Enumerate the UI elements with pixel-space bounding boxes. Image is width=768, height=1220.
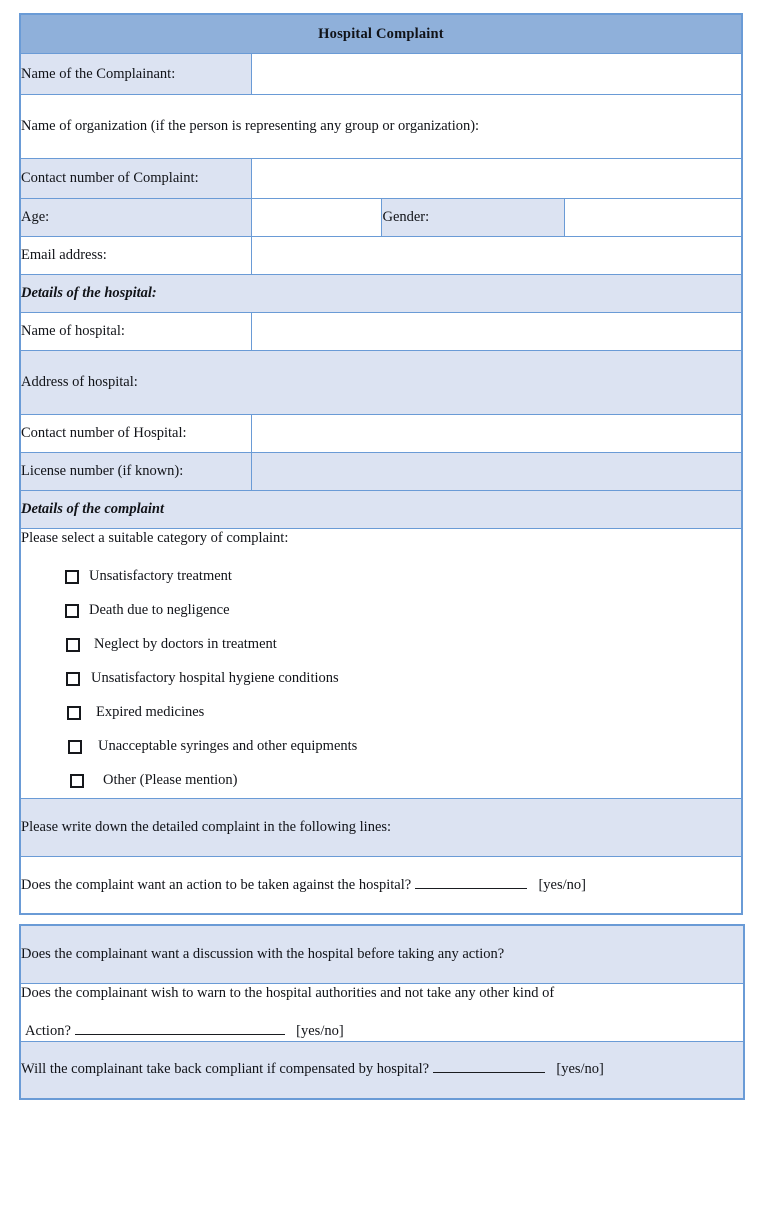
input-complainant-contact[interactable] (252, 159, 742, 199)
checkbox-icon[interactable] (65, 604, 79, 618)
label-hospital-contact: Contact number of Hospital: (20, 415, 252, 453)
label-hospital-address[interactable]: Address of hospital: (20, 351, 742, 415)
warn-yesno-hint: [yes/no] (296, 1022, 344, 1039)
page-title: Hospital Complaint (20, 14, 742, 54)
category-option-label: Unsatisfactory treatment (89, 568, 232, 585)
checkbox-icon[interactable] (65, 570, 79, 584)
row-organization-name (20, 95, 742, 159)
warn-question-line1: Does the complainant wish to warn to the hospital authorities and not take any other kind of (21, 984, 555, 1001)
checkbox-icon[interactable] (68, 740, 82, 754)
category-option[interactable] (21, 628, 741, 662)
category-option[interactable] (21, 730, 741, 764)
warn-question-cell (20, 983, 744, 1041)
input-gender[interactable] (564, 199, 742, 237)
label-hospital-name: Name of hospital: (20, 313, 252, 351)
action-question-row (20, 856, 742, 914)
category-option[interactable] (21, 696, 741, 730)
input-hospital-contact[interactable] (252, 415, 742, 453)
action-question-label: Does the complaint want an action to be taken against the hospital? (21, 876, 412, 893)
section-heading-hospital: Details of the hospital: (20, 275, 742, 313)
form-title-row (20, 14, 742, 54)
warn-question-line2-wrap (21, 1022, 743, 1041)
label-gender: Gender: (382, 199, 564, 237)
discussion-question-cell[interactable] (20, 925, 744, 983)
warn-question-line2: Action? (25, 1022, 71, 1039)
label-email: Email address: (20, 237, 252, 275)
row-complaint-section-heading (20, 491, 742, 529)
discussion-question-label: Does the complainant want a discussion with the hospital before taking any action? (21, 946, 505, 963)
row-age-gender (20, 199, 742, 237)
followup-form-table (19, 924, 745, 1100)
category-option-label: Unsatisfactory hospital hygiene conditions (91, 670, 339, 687)
category-option[interactable] (21, 560, 741, 594)
label-hospital-license: License number (if known): (20, 453, 252, 491)
row-action-question (20, 856, 742, 914)
input-hospital-license[interactable] (252, 453, 742, 491)
action-answer-input[interactable] (415, 888, 527, 889)
category-prompt: Please select a suitable category of complaint: (21, 530, 289, 546)
row-hospital-license (20, 453, 742, 491)
category-option-label: Expired medicines (96, 704, 205, 721)
detailed-complaint-prompt: Please write down the detailed complaint in the following lines: (21, 818, 392, 835)
input-hospital-name[interactable] (252, 313, 742, 351)
compensation-question-cell (20, 1041, 744, 1099)
category-option-label: Other (Please mention) (103, 772, 238, 789)
category-option-label: Neglect by doctors in treatment (94, 636, 277, 653)
warn-answer-input[interactable] (75, 1034, 285, 1035)
label-complainant-name: Name of the Complainant: (20, 54, 252, 95)
row-email (20, 237, 742, 275)
row-complaint-categories (20, 529, 742, 799)
row-hospital-address (20, 351, 742, 415)
compensation-answer-input[interactable] (433, 1072, 545, 1073)
checkbox-icon[interactable] (67, 706, 81, 720)
category-option[interactable] (21, 662, 741, 696)
category-option-label: Death due to negligence (89, 602, 230, 619)
category-checkbox-list (21, 560, 741, 798)
main-form-table (19, 13, 743, 915)
row-hospital-name (20, 313, 742, 351)
category-option[interactable] (21, 594, 741, 628)
label-organization-name[interactable]: Name of organization (if the person is representing any group or organization): (20, 95, 742, 159)
row-compensation-question (20, 1041, 744, 1099)
category-option-label: Unacceptable syringes and other equipments (98, 738, 358, 755)
row-hospital-section-heading (20, 275, 742, 313)
checkbox-icon[interactable] (66, 638, 80, 652)
table-block-separator (19, 915, 752, 924)
label-age: Age: (20, 199, 252, 237)
compensation-yesno-hint: [yes/no] (556, 1061, 604, 1078)
detailed-complaint-area[interactable] (20, 798, 742, 856)
complaint-category-panel (20, 529, 742, 799)
row-warn-question (20, 983, 744, 1041)
row-complainant-contact (20, 159, 742, 199)
section-heading-complaint: Details of the complaint (20, 491, 742, 529)
checkbox-icon[interactable] (70, 774, 84, 788)
row-hospital-contact (20, 415, 742, 453)
category-option[interactable] (21, 764, 741, 798)
input-age[interactable] (252, 199, 382, 237)
row-detailed-complaint (20, 798, 742, 856)
checkbox-icon[interactable] (66, 672, 80, 686)
row-complainant-name (20, 54, 742, 95)
row-discussion-question (20, 925, 744, 983)
compensation-question-label: Will the complainant take back compliant if compensated by hospital? (21, 1061, 430, 1078)
input-complainant-name[interactable] (252, 54, 742, 95)
action-yesno-hint: [yes/no] (538, 876, 586, 893)
input-email[interactable] (252, 237, 742, 275)
label-complainant-contact: Contact number of Complaint: (20, 159, 252, 199)
